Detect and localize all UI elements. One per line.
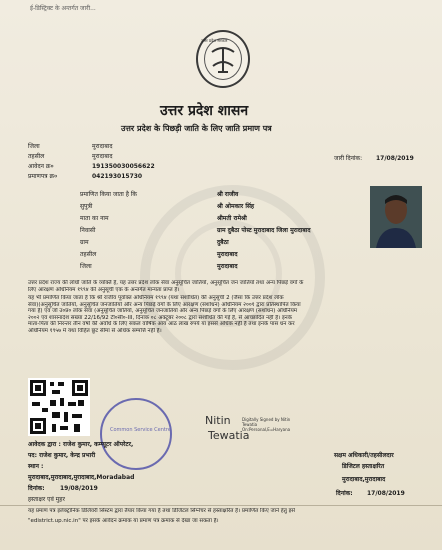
tehsil-label: तहसील [28,153,45,160]
application-number: 191350030056622 [92,163,155,170]
field-value: ग्राम दुबैठा पोस्ट मुरादाबाद जिला मुरादाबाद [217,227,311,234]
body-line: माता-पिता की निरन्तर तीन वर्षो की अवधि के लिए सकल वार्षिक आय आठ लाख रुपये या इससे अधिक नहीं है तथा इनके पास धन कर [28,321,295,327]
top-note: ई-डिस्ट्रिक्ट के अन्तर्गत जारी... [30,5,96,12]
body-line: अधिनियम १९५७ में यथा विहित छूट सीमा से अधिक सम्पत्ति नहीं है। [28,327,162,334]
signature-note: हस्ताक्षर एवं मुहर [28,496,65,503]
signer-name-line-2: Tewatia [208,429,250,442]
operator-name: पद: राजेश कुमार, केन्द्र प्रभारी [28,452,96,459]
date-label: दिनांक: [28,485,45,492]
district-label: जिला [28,143,40,150]
field-label: माता का नाम [80,215,109,222]
officer-date-label: दिनांक: [336,490,353,497]
body-line: सेवा)(अनुसूचित जातियों, अनुसूचित जनजातियों और अन्य पिछड़े वर्गों के लिए आरक्षण (संशोधन) अधिनियम २००१ द्वारा प्रतिस्थापित किया [28,301,301,308]
certificate-number: 042193015730 [92,173,143,180]
field-label: तहसील [80,251,97,258]
field-label: प्रमाणित किया जाता है कि [80,191,138,198]
emblem-text: उत्तर प्रदेश सरकार [201,38,228,43]
field-label: जिला [80,263,92,270]
field-label: निवासी [80,227,96,234]
body-line: गया है) एवं जो उ०प्र० लोक सेवा (अनुसूचित जातियों, अनुसूचित जनजातियों और अन्य पिछड़े वर्गों के लिए आरक्षण (संशोधन) अधिनियम [28,308,298,314]
field-value: श्री ओमकार सिंह [217,203,255,210]
place-label: स्थान : [28,463,44,470]
certificate-title: उत्तर प्रदेश के पिछड़ी जाति के लिए जाति प्रमाण पत्र [121,124,272,133]
application-label: आवेदन क्र० [28,163,54,170]
field-label: सुपुत्री [80,203,93,210]
certificate-number-label: प्रमाणपत्र क्र० [28,173,58,180]
issue-date-label: जारी दिनांक: [334,155,363,162]
applicant-photo [370,186,422,248]
field-label: ग्राम [80,239,89,246]
officer-subtitle: डिजिटल हस्ताक्षरित [342,463,385,470]
digital-signature-text: Digitally Signed by Nitin Tewatia On:Personal,E=Haryana [242,417,291,432]
body-line: उत्तर प्रदेश राज्य की लोधी जाति के व्यक्ति है, यह उत्तर प्रदेश लोक सेवा अनुसूचित जातियों, अनुसूचित जन जातियों तथा अन्य पिछड़े वर्गों के [28,280,304,286]
signer-name-line-1: Nitin [205,414,231,427]
qr-code-icon [28,378,90,436]
qr-code [28,378,90,436]
bottom-note-line-2: "edistrict.up.nic.in" पर इसके आवेदन क्रमांक या प्रमाण पत्र क्रमांक से देखा जा सकता है। [28,518,219,524]
certificate-body [28,280,428,334]
applicant-by: आवेदक द्वारा : राजेश कुमार, कम्प्यूटर ऑपरेटर, [28,441,134,448]
issue-date: 17/08/2019 [376,155,414,162]
field-value: श्रीमती रामेश्री [217,215,247,222]
tehsil-value: मुरादाबाद [92,153,113,160]
field-value: दुबैठा [217,239,229,246]
csc-seal-stamp [100,398,172,470]
footer-divider [0,505,442,506]
stamp-text: Common Service Centre [110,427,171,433]
field-value: श्री राजीव [217,191,239,198]
person-photo-icon [370,186,422,248]
body-line: २००२ एवं शासनादेश संख्या 22/16/92 टी०सी०-III, दिनांक ०८ अक्टूबर २००८ द्वारा संशोधित की गई है, से आच्छादित नहीं है। इनके [28,314,292,321]
field-value: मुरादाबाद [217,251,238,258]
date-value: 19/08/2019 [60,485,98,492]
field-value: मुरादाबाद [217,263,238,270]
bottom-note-line-1: यह प्रमाण पत्र इलेक्ट्रॉनिक डिलिवरी सिस्टम द्वारा तैयार किया गया है तथा डिजिटल सिग्नेचर से हस्ताक्षरित है। प्रमाणित किए जाने हेतु इसे [28,508,296,514]
officer-place: मुरादाबाद,मुरादाबाद [342,476,386,483]
body-line: लिए आरक्षण अधिनियम १९९४ की अनुसूची एक के अन्तर्गत मान्यता प्राप्त है। [28,286,180,293]
body-line: यह भी प्रमाणित किया जाता है कि श्री राजीव पूर्वोक्त अधिनियम १९९४ (यथा संशोधित) की अनुसूची 2 (जैसा कि उत्तर प्रदेश लोक [28,295,284,301]
officer-title: सक्षम अधिकारी/तहसीलदार [334,452,394,459]
officer-date: 17/08/2019 [367,490,405,497]
district-value: मुरादाबाद [92,143,113,150]
place-value: मुरादाबाद,मुरादाबाद,मुरादाबाद,Moradabad [28,474,135,481]
govt-title: उत्तर प्रदेश शासन [160,103,249,119]
